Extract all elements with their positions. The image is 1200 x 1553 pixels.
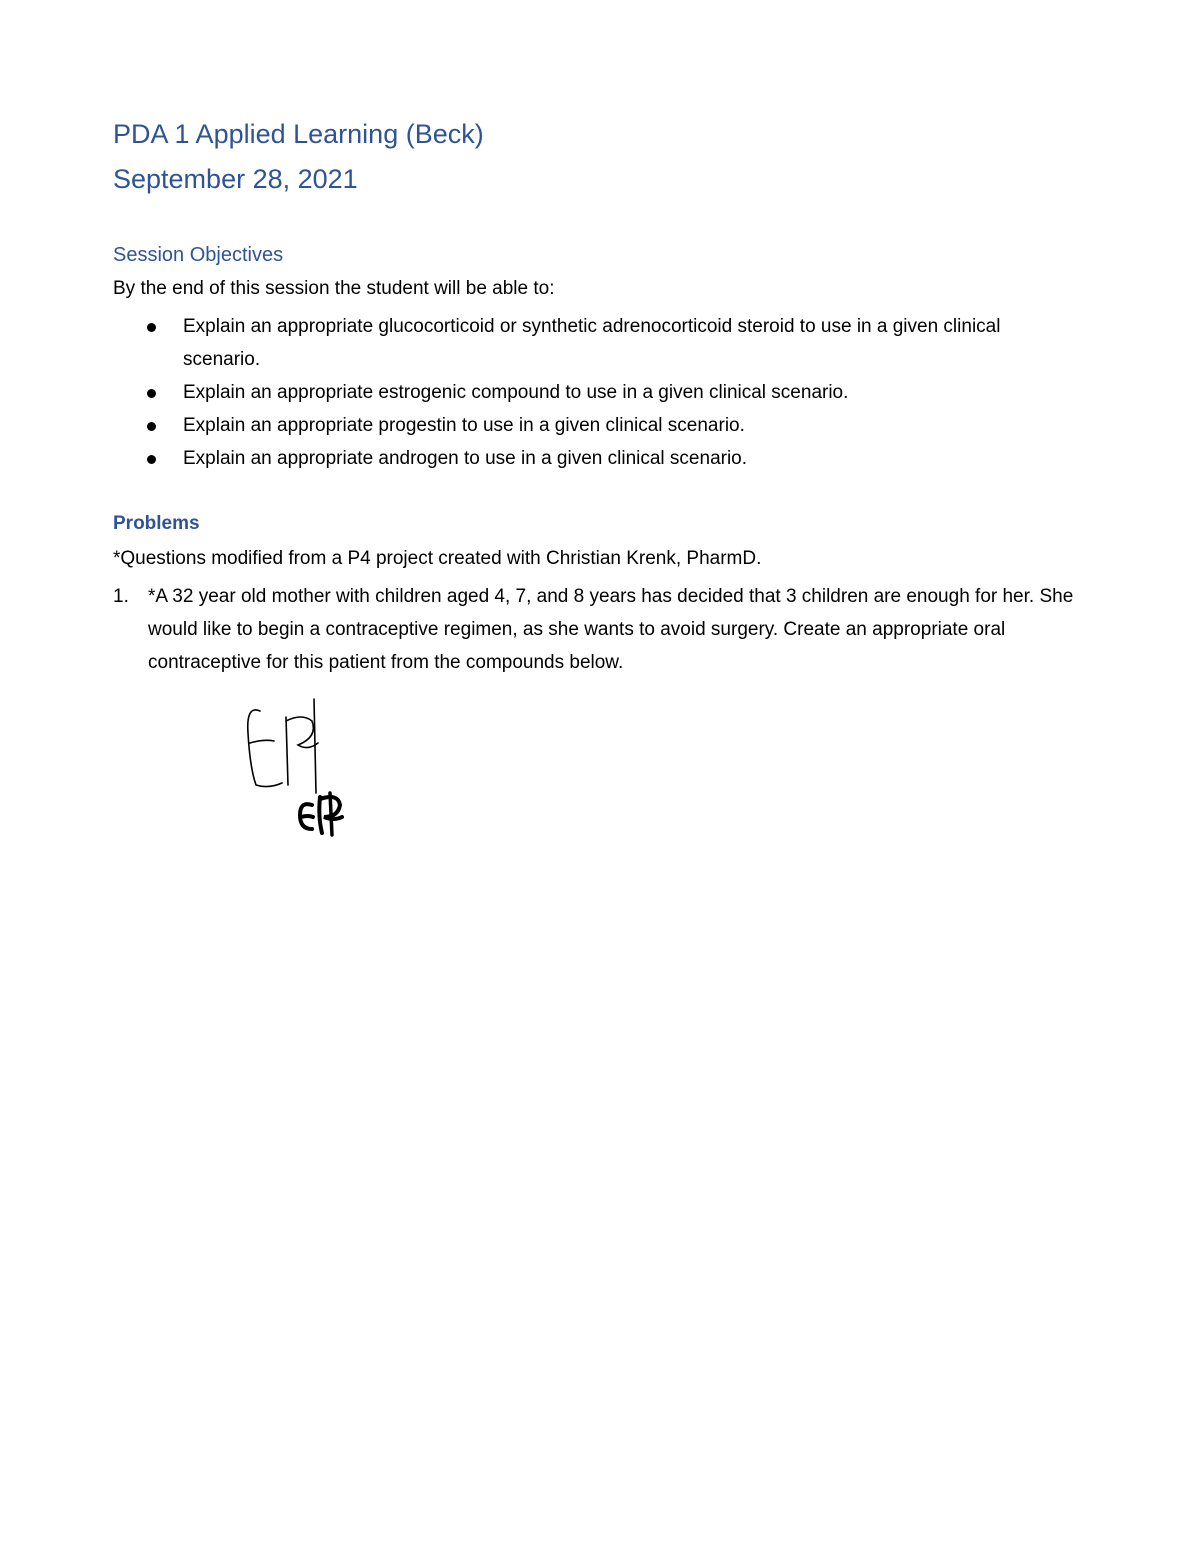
objective-item xyxy=(113,376,1073,409)
section-heading-objectives: Session Objectives xyxy=(113,244,284,266)
problem-item xyxy=(113,580,1093,679)
objective-item xyxy=(113,409,1073,442)
document-date: September 28, 2021 xyxy=(113,164,358,194)
bullet-icon xyxy=(147,422,156,431)
objective-item xyxy=(113,310,1073,376)
section-heading-problems: Problems xyxy=(113,513,200,534)
document-title: PDA 1 Applied Learning (Beck) xyxy=(113,119,484,149)
bullet-icon xyxy=(147,455,156,464)
handwritten-annotation xyxy=(238,693,358,843)
problem-text: *A 32 year old mother with children aged 4, 7, and 8 years has decided that 3 children are enough for her. She would like to begin a contraceptive regimen, as she wants to avoid surgery. Create an appropriate oral contraceptive for this patient from the compounds below. xyxy=(148,586,1074,673)
objective-item xyxy=(113,442,1073,475)
objectives-intro: By the end of this session the student will be able to: xyxy=(113,278,555,299)
objectives-list xyxy=(113,310,1073,475)
bullet-icon xyxy=(147,389,156,398)
problem-number: 1. xyxy=(113,586,129,607)
objective-text: Explain an appropriate progestin to use in a given clinical scenario. xyxy=(183,415,745,436)
problems-note: *Questions modified from a P4 project created with Christian Krenk, PharmD. xyxy=(113,548,762,569)
objective-text: Explain an appropriate estrogenic compound to use in a given clinical scenario. xyxy=(183,382,849,403)
objective-text: Explain an appropriate glucocorticoid or synthetic adrenocorticoid steroid to use in a given clinical scenario. xyxy=(183,316,1001,370)
bullet-icon xyxy=(147,323,156,332)
objective-text: Explain an appropriate androgen to use in a given clinical scenario. xyxy=(183,448,748,469)
